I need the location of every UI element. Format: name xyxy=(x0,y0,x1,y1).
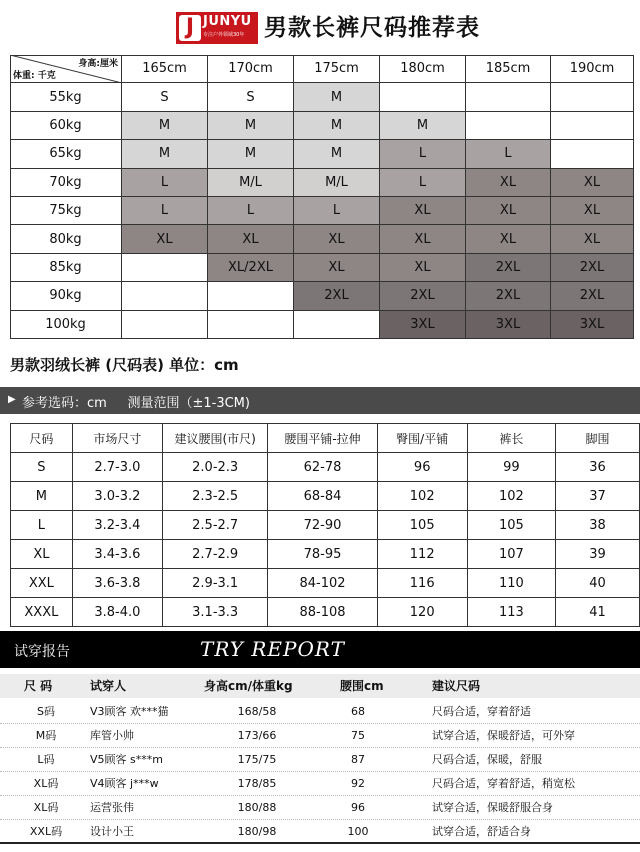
measurement-cell: 99 xyxy=(467,453,555,482)
brand-logo xyxy=(176,12,258,44)
size-cell: 2XL xyxy=(551,282,634,310)
try-report-cell: 尺码合适，穿着舒适，稍宽松 xyxy=(432,777,575,790)
size-cell xyxy=(294,311,380,339)
size-cell: 3XL xyxy=(380,311,466,339)
measurement-cell: 36 xyxy=(555,453,639,482)
try-report-cell: 92 xyxy=(351,777,365,790)
bottom-divider xyxy=(0,842,640,844)
measurement-cell: 78-95 xyxy=(268,540,377,569)
measurement-cell: 102 xyxy=(467,482,555,511)
size-cell: M xyxy=(208,112,294,140)
measurement-subtitle: 男款羽绒长裤 (尺码表) 单位：cm xyxy=(10,356,239,374)
size-cell: XL xyxy=(551,169,634,197)
measurement-cell: 107 xyxy=(467,540,555,569)
measurement-cell: 112 xyxy=(377,540,467,569)
measurement-cell: M xyxy=(11,482,73,511)
try-report-cell: XL码 xyxy=(33,801,59,814)
size-cell: XL xyxy=(380,225,466,253)
try-report-cell: 试穿合适，保暖舒适，可外穿 xyxy=(432,729,575,742)
try-report-header-row xyxy=(0,674,640,698)
weight-label: 85kg xyxy=(10,254,122,282)
measurement-cell: 2.5-2.7 xyxy=(162,511,267,540)
try-report-cell: M码 xyxy=(35,729,57,742)
measurement-cell: 96 xyxy=(377,453,467,482)
measurement-bar-text: 参考选码：cm 测量范围（±1-3CM) xyxy=(22,396,250,411)
measurement-cell: 38 xyxy=(555,511,639,540)
size-cell xyxy=(466,83,551,111)
weight-label: 60kg xyxy=(10,112,122,140)
measurement-table xyxy=(10,423,640,627)
brand-mark-icon: J xyxy=(179,15,201,41)
weight-label: 100kg xyxy=(10,311,122,339)
size-cell: L xyxy=(122,197,208,225)
size-cell: M/L xyxy=(208,169,294,197)
measurement-cell: 41 xyxy=(555,598,639,627)
try-report-cell: V3顾客 欢***猫 xyxy=(90,705,169,718)
try-report-cell: V4顾客 j***w xyxy=(90,777,159,790)
measurement-cell: S xyxy=(11,453,73,482)
measurement-column-header: 尺码 xyxy=(11,424,73,453)
weight-label: 65kg xyxy=(10,140,122,168)
measurement-cell: 40 xyxy=(555,569,639,598)
size-cell: 3XL xyxy=(551,311,634,339)
try-report-cell: 设计小王 xyxy=(90,825,134,838)
brand-slogan: 专注户外领域30年 xyxy=(203,32,245,38)
measurement-cell: 110 xyxy=(467,569,555,598)
measurement-cell: 2.0-2.3 xyxy=(162,453,267,482)
size-cell: M xyxy=(294,83,380,111)
size-cell: XL xyxy=(466,169,551,197)
measurement-cell: 105 xyxy=(467,511,555,540)
size-cell: XL xyxy=(294,225,380,253)
try-report-cell: 68 xyxy=(351,705,365,718)
measurement-cell: 3.0-3.2 xyxy=(72,482,162,511)
measurement-cell: XXXL xyxy=(11,598,73,627)
size-cell: XL/2XL xyxy=(208,254,294,282)
weight-label: 80kg xyxy=(10,225,122,253)
try-report-row xyxy=(0,820,640,844)
height-axis-label: 身高:厘米 xyxy=(78,59,118,69)
size-cell: 2XL xyxy=(466,282,551,310)
size-cell: L xyxy=(466,140,551,168)
size-cell xyxy=(122,282,208,310)
measurement-cell: 3.6-3.8 xyxy=(72,569,162,598)
try-report-cell: 试穿合适，舒适合身 xyxy=(432,825,531,838)
try-report-cell: 尺码合适，保暖，舒服 xyxy=(432,753,542,766)
try-report-cell: 试穿合适，保暖舒服合身 xyxy=(432,801,553,814)
try-report-cell: 75 xyxy=(351,729,365,742)
try-report-cell: 87 xyxy=(351,753,365,766)
size-cell xyxy=(122,254,208,282)
measurement-column-header: 建议腰围(市尺) xyxy=(162,424,267,453)
measurement-column-header: 市场尺寸 xyxy=(72,424,162,453)
size-cell: XL xyxy=(380,254,466,282)
size-cell: 2XL xyxy=(294,282,380,310)
height-header: 165cm xyxy=(122,55,208,83)
size-cell: M xyxy=(294,112,380,140)
measurement-row xyxy=(11,598,640,627)
try-report-column-header: 腰围cm xyxy=(340,679,384,693)
try-report-cell: 库管小帅 xyxy=(90,729,134,742)
measurement-info-bar xyxy=(0,387,640,414)
try-report-cell: 96 xyxy=(351,801,365,814)
try-report-row xyxy=(0,796,640,820)
size-cell: L xyxy=(208,197,294,225)
size-cell: 2XL xyxy=(551,254,634,282)
triangle-right-icon: ▶ xyxy=(8,394,16,405)
measurement-header-row xyxy=(11,424,640,453)
try-report-cell: 175/75 xyxy=(237,753,277,766)
measurement-column-header: 脚围 xyxy=(555,424,639,453)
corner-cell xyxy=(10,55,122,83)
try-report-cell: 180/88 xyxy=(237,801,277,814)
size-cell: XL xyxy=(122,225,208,253)
try-report-column-header: 身高cm/体重kg xyxy=(204,679,293,693)
measurement-cell: 116 xyxy=(377,569,467,598)
size-cell: L xyxy=(294,197,380,225)
measurement-cell: 2.3-2.5 xyxy=(162,482,267,511)
weight-label: 70kg xyxy=(10,169,122,197)
try-report-title-cn: 试穿报告 xyxy=(14,644,70,660)
size-cell: XL xyxy=(380,197,466,225)
height-header: 180cm xyxy=(380,55,466,83)
size-cell: XL xyxy=(208,225,294,253)
size-cell xyxy=(380,83,466,111)
measurement-cell: 68-84 xyxy=(268,482,377,511)
measurement-cell: 88-108 xyxy=(268,598,377,627)
measurement-row xyxy=(11,453,640,482)
measurement-cell: XXL xyxy=(11,569,73,598)
try-report-row xyxy=(0,772,640,796)
size-cell: M xyxy=(122,112,208,140)
size-cell: M xyxy=(380,112,466,140)
try-report-cell: XXL码 xyxy=(29,825,63,838)
size-cell xyxy=(466,112,551,140)
measurement-row xyxy=(11,569,640,598)
measurement-cell: 2.7-2.9 xyxy=(162,540,267,569)
try-report-cell: 168/58 xyxy=(237,705,277,718)
measurement-cell: 3.2-3.4 xyxy=(72,511,162,540)
measurement-cell: XL xyxy=(11,540,73,569)
size-cell: S xyxy=(208,83,294,111)
measurement-column-header: 臀围/平铺 xyxy=(377,424,467,453)
size-cell: M xyxy=(208,140,294,168)
measurement-cell: 105 xyxy=(377,511,467,540)
size-cell xyxy=(208,311,294,339)
weight-label: 75kg xyxy=(10,197,122,225)
size-cell: L xyxy=(122,169,208,197)
try-report-row xyxy=(0,724,640,748)
measurement-cell: 3.1-3.3 xyxy=(162,598,267,627)
height-header: 190cm xyxy=(551,55,634,83)
measurement-cell: 2.9-3.1 xyxy=(162,569,267,598)
size-cell: XL xyxy=(551,225,634,253)
size-cell: 2XL xyxy=(380,282,466,310)
measurement-row xyxy=(11,540,640,569)
try-report-title-en: TRY REPORT xyxy=(200,637,345,661)
try-report-cell: 173/66 xyxy=(237,729,277,742)
size-cell: XL xyxy=(466,197,551,225)
measurement-cell: 84-102 xyxy=(268,569,377,598)
size-cell: 2XL xyxy=(466,254,551,282)
try-report-cell: 178/85 xyxy=(237,777,277,790)
size-cell: M/L xyxy=(294,169,380,197)
size-cell: XL xyxy=(466,225,551,253)
size-recommendation-table xyxy=(10,55,634,339)
size-cell: M xyxy=(122,140,208,168)
page-title: 男款长裤尺码推荐表 xyxy=(264,15,480,41)
size-cell xyxy=(122,311,208,339)
try-report-row xyxy=(0,700,640,724)
weight-axis-label: 体重: 千克 xyxy=(13,71,56,82)
size-cell: M xyxy=(294,140,380,168)
size-cell xyxy=(551,112,634,140)
measurement-cell: 102 xyxy=(377,482,467,511)
try-report-column-header: 建议尺码 xyxy=(432,679,481,693)
measurement-cell: 3.4-3.6 xyxy=(72,540,162,569)
measurement-column-header: 裤长 xyxy=(467,424,555,453)
height-header: 185cm xyxy=(466,55,551,83)
measurement-cell: 3.8-4.0 xyxy=(72,598,162,627)
try-report-cell: L码 xyxy=(37,753,55,766)
measurement-row xyxy=(11,511,640,540)
try-report-cell: XL码 xyxy=(33,777,59,790)
measurement-cell: 62-78 xyxy=(268,453,377,482)
try-report-row xyxy=(0,748,640,772)
try-report-column-header: 试穿人 xyxy=(90,679,127,693)
size-cell: XL xyxy=(294,254,380,282)
size-cell: L xyxy=(380,140,466,168)
try-report-column-header: 尺 码 xyxy=(24,679,53,693)
try-report-cell: 100 xyxy=(347,825,369,838)
measurement-cell: 39 xyxy=(555,540,639,569)
measurement-cell: 120 xyxy=(377,598,467,627)
weight-label: 55kg xyxy=(10,83,122,111)
size-cell: 3XL xyxy=(466,311,551,339)
size-cell: XL xyxy=(551,197,634,225)
try-report-cell: 运营张伟 xyxy=(90,801,134,814)
weight-label: 90kg xyxy=(10,282,122,310)
try-report-cell: 180/98 xyxy=(237,825,277,838)
size-cell xyxy=(551,140,634,168)
measurement-cell: 72-90 xyxy=(268,511,377,540)
measurement-cell: L xyxy=(11,511,73,540)
size-cell xyxy=(551,83,634,111)
try-report-cell: S码 xyxy=(37,705,55,718)
size-cell xyxy=(208,282,294,310)
try-report-cell: V5顾客 s***m xyxy=(90,753,163,766)
brand-name: JUNYU xyxy=(203,14,252,29)
measurement-cell: 113 xyxy=(467,598,555,627)
height-header: 170cm xyxy=(208,55,294,83)
measurement-column-header: 腰围平铺-拉伸 xyxy=(268,424,377,453)
measurement-row xyxy=(11,482,640,511)
measurement-cell: 37 xyxy=(555,482,639,511)
try-report-cell: 尺码合适，穿着舒适 xyxy=(432,705,531,718)
try-report-bar xyxy=(0,631,640,668)
height-header: 175cm xyxy=(294,55,380,83)
size-cell: S xyxy=(122,83,208,111)
size-cell: L xyxy=(380,169,466,197)
measurement-cell: 2.7-3.0 xyxy=(72,453,162,482)
